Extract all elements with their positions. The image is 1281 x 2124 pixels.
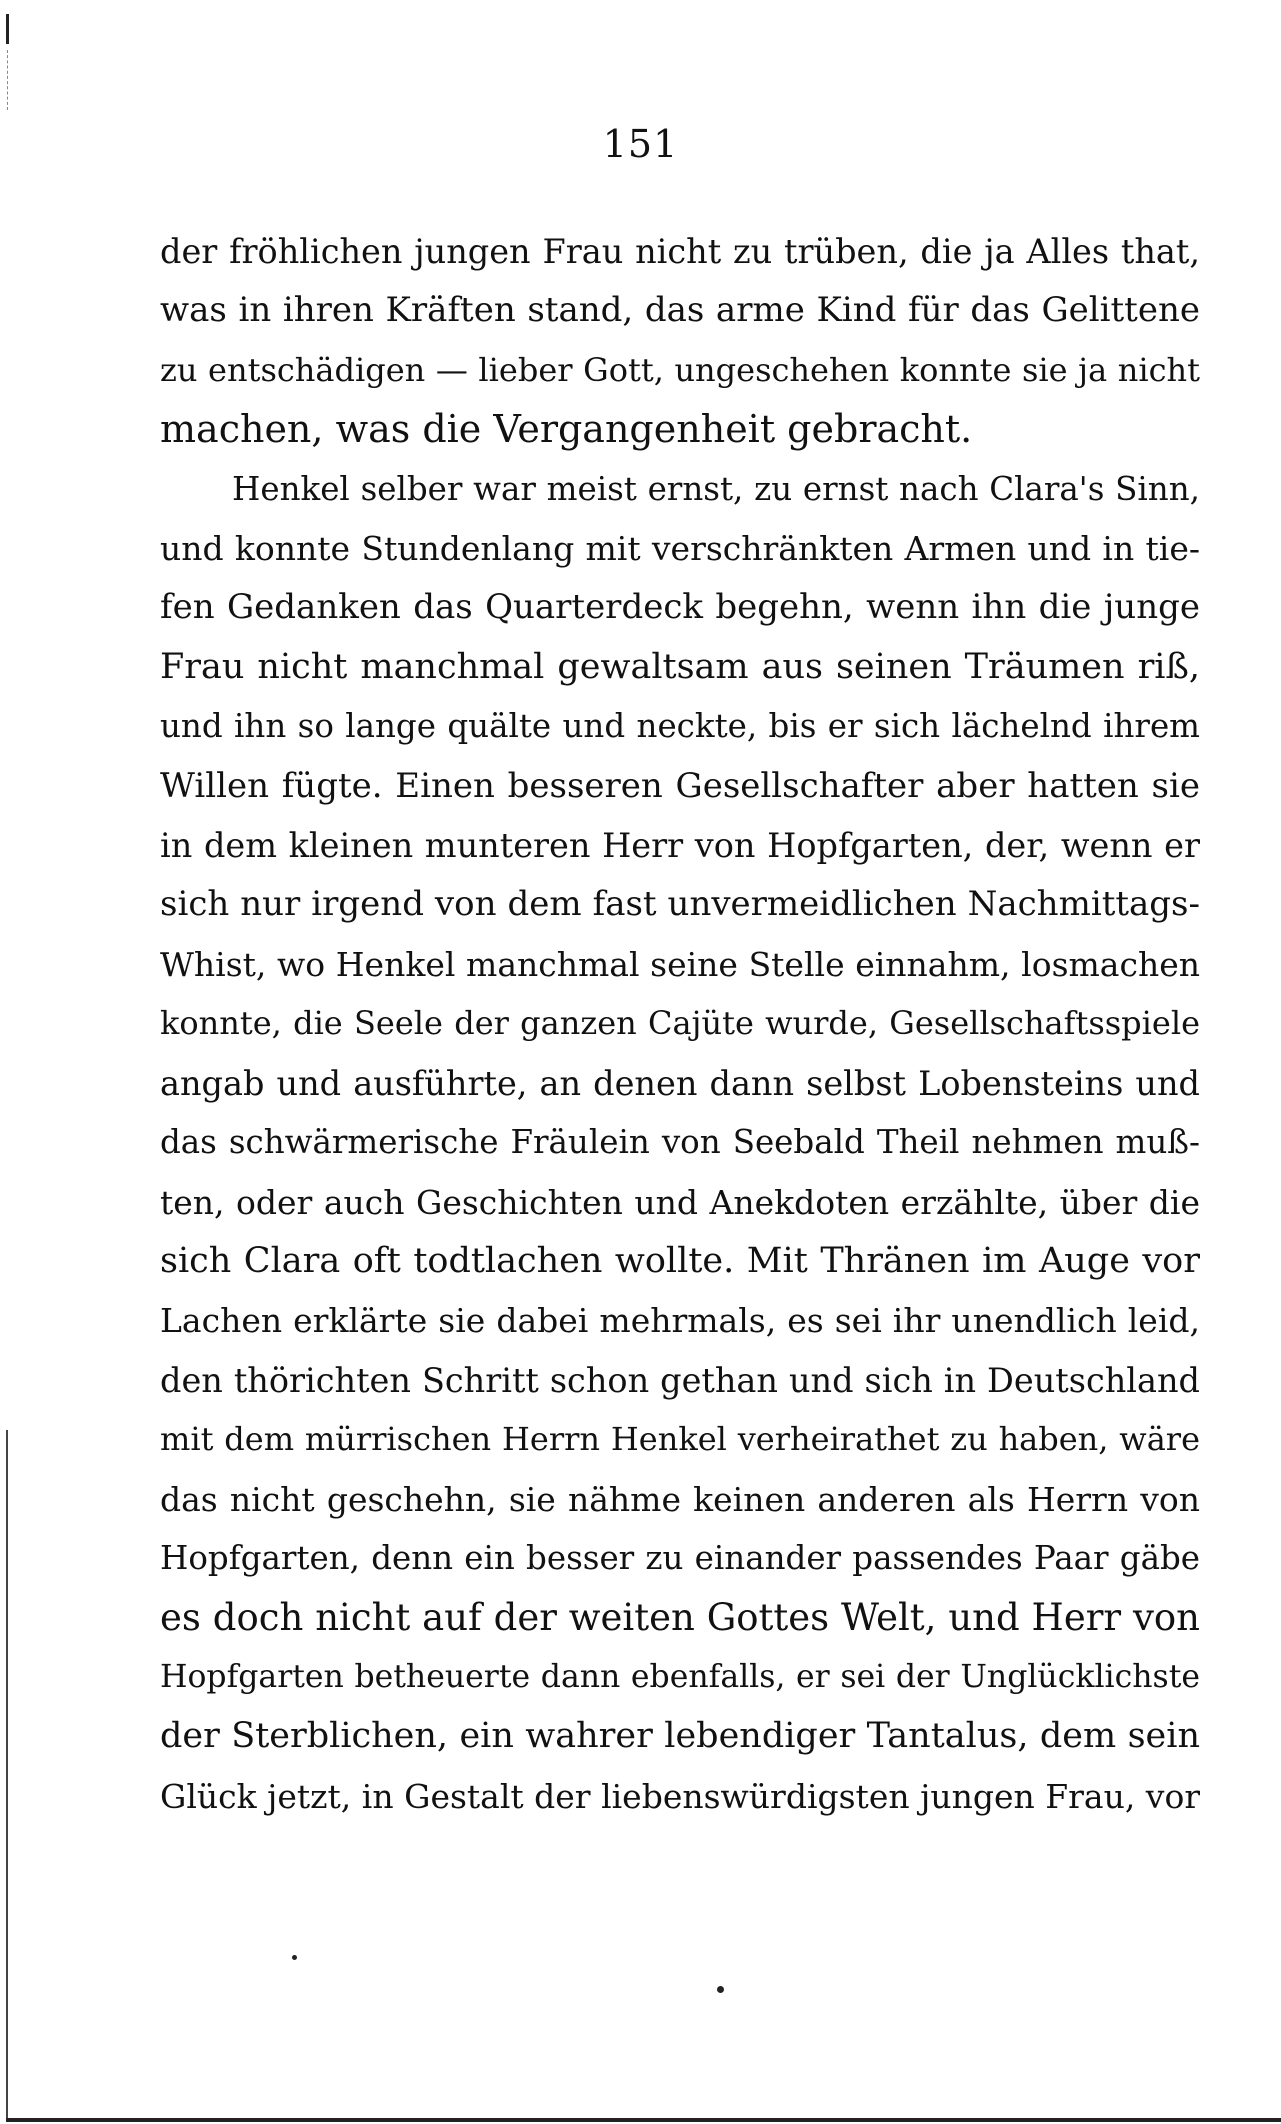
text-line: zu entschädigen — lieber Gott, ungeschehen konnte sie ja nicht: [160, 350, 1200, 389]
text-line: der Sterblichen, ein wahrer lebendiger Tantalus, dem sein: [160, 1716, 1200, 1757]
text-line: und ihn so lange quälte und neckte, bis er sich lächelnd ihrem: [160, 707, 1200, 746]
text-line: das schwärmerische Fräulein von Seebald Theil nehmen muß-: [160, 1123, 1200, 1162]
scan-bottom-edge: [6, 2118, 1281, 2122]
text-line: sich Clara oft todtlachen wollte. Mit Thränen im Auge vor: [160, 1240, 1200, 1281]
text-line: sich nur irgend von dem fast unvermeidlichen Nachmittags-: [160, 884, 1200, 925]
text-line: Glück jetzt, in Gestalt der liebenswürdigsten jungen Frau, vor: [160, 1776, 1200, 1816]
text-line: ten, oder auch Geschichten und Anekdoten erzählte, über die: [160, 1182, 1200, 1222]
text-line: was in ihren Kräften stand, das arme Kind für das Gelittene: [160, 290, 1200, 331]
ink-speck: [717, 1986, 724, 1993]
text-line: es doch nicht auf der weiten Gottes Welt, und Herr von: [160, 1596, 1200, 1640]
page-number: 151: [602, 122, 679, 166]
text-line: Lachen erklärte sie dabei mehrmals, es sei ihr unendlich leid,: [160, 1301, 1200, 1341]
text-line: in dem kleinen munteren Herr von Hopfgarten, der, wenn er: [160, 826, 1200, 866]
text-line: Whist, wo Henkel manchmal seine Stelle einnahm, losmachen: [160, 944, 1200, 984]
text-line: den thörichten Schritt schon gethan und sich in Deutschland: [160, 1360, 1200, 1400]
scan-edge-mark: [6, 14, 9, 44]
text-line: Hopfgarten betheuerte dann ebenfalls, er sei der Unglücklichste: [160, 1658, 1200, 1695]
text-line: konnte, die Seele der ganzen Cajüte wurde, Gesellschaftsspiele: [160, 1004, 1200, 1043]
text-line: das nicht geschehn, sie nähme keinen anderen als Herrn von: [160, 1479, 1200, 1519]
text-line: Willen fügte. Einen besseren Gesellschafter aber hatten sie: [160, 765, 1200, 806]
text-line: fen Gedanken das Quarterdeck begehn, wenn ihn die junge: [160, 587, 1200, 628]
text-line: mit dem mürrischen Herrn Henkel verheirathet zu haben, wäre: [160, 1420, 1200, 1459]
text-line: Henkel selber war meist ernst, zu ernst nach Clara's Sinn,: [232, 469, 1200, 508]
text-line: Frau nicht manchmal gewaltsam aus seinen Träumen riß,: [160, 646, 1200, 687]
body-text: [160, 222, 1200, 1826]
paragraph-1: [160, 222, 1200, 460]
ink-speck: [292, 1955, 297, 1960]
text-line: der fröhlichen jungen Frau nicht zu trüben, die ja Alles that,: [160, 232, 1200, 271]
scan-edge-dots: [7, 50, 9, 110]
text-line: und konnte Stundenlang mit verschränkten Armen und in tie-: [160, 529, 1200, 569]
scan-left-edge: [6, 1430, 8, 2120]
text-line: angab und ausführte, an denen dann selbst Lobensteins und: [160, 1063, 1200, 1103]
text-line: Hopfgarten, denn ein besser zu einander passendes Paar gäbe: [160, 1538, 1200, 1577]
paragraph-2: [160, 460, 1200, 1826]
text-line: machen, was die Vergangenheit gebracht.: [160, 407, 973, 452]
